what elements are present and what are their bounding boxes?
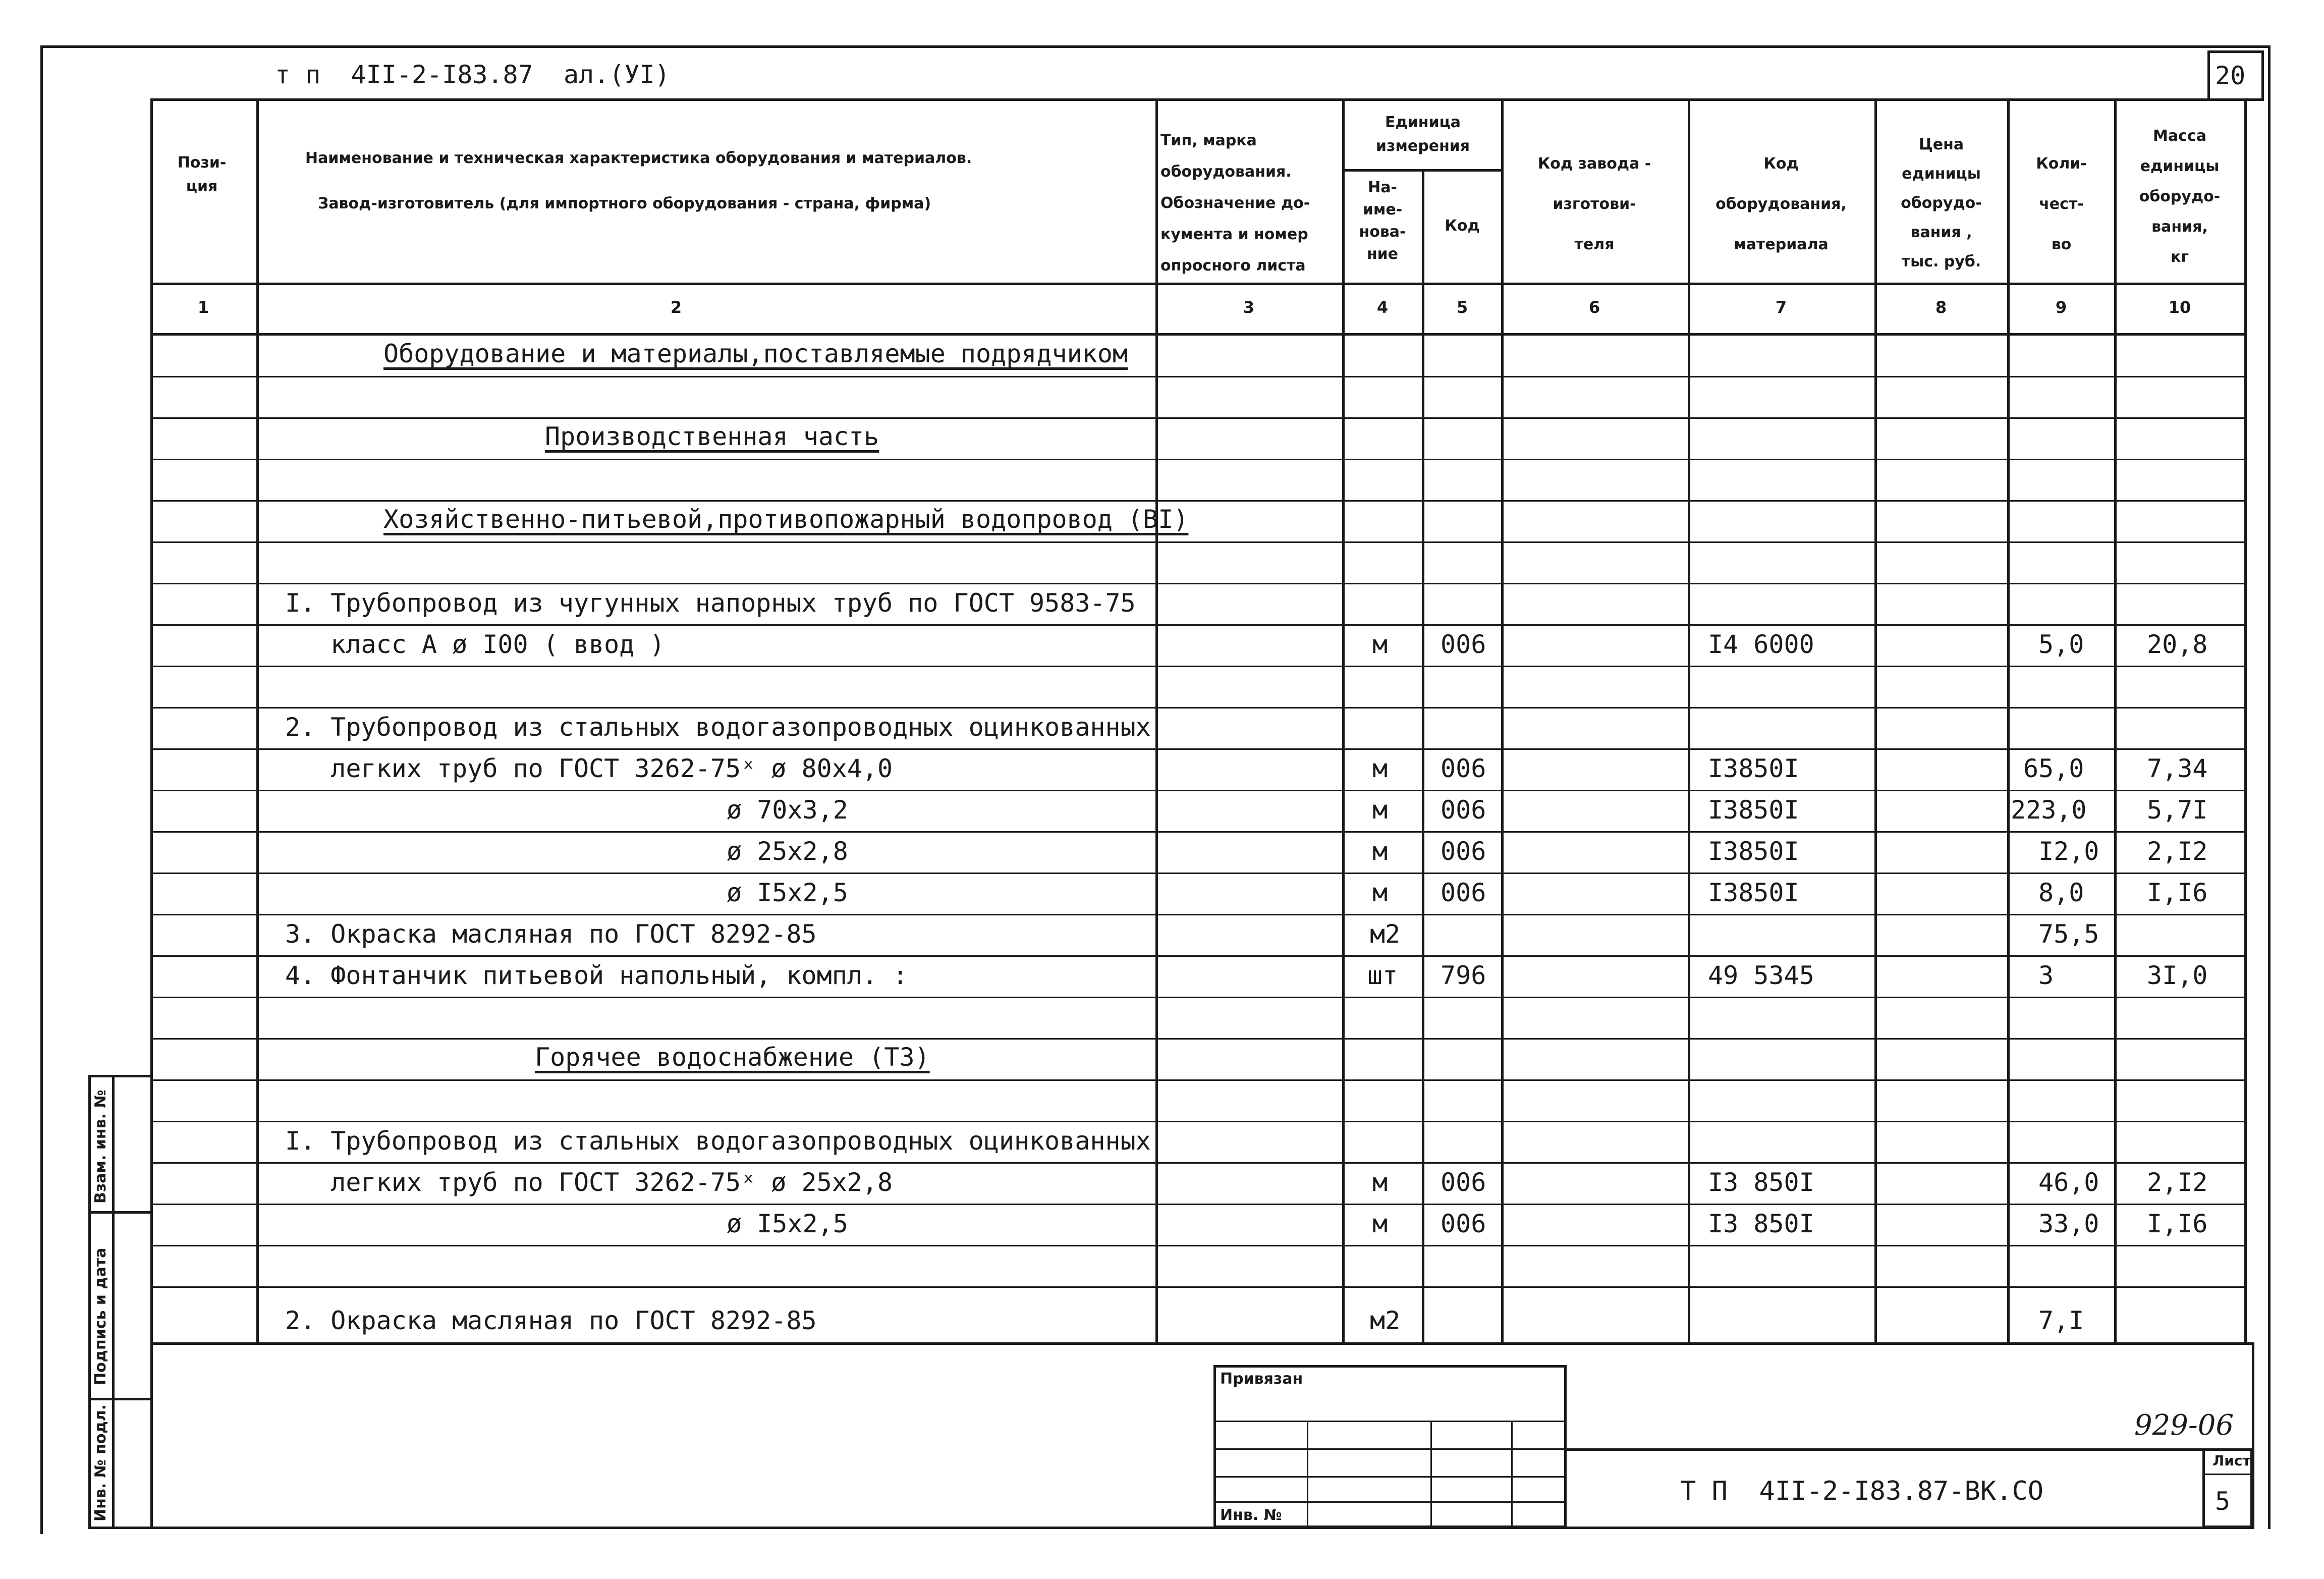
colnum-5: 5 — [1456, 298, 1468, 317]
header-col10: Масса единицы оборудо- вания, кг — [2139, 127, 2221, 266]
stamp-vline-3 — [1511, 1421, 1513, 1527]
header-col2-line2: Завод-изготовитель (для импортного оборудования - страна, фирма) — [318, 195, 931, 212]
row-quantity: I2,0 — [2038, 837, 2099, 866]
header-bottom — [150, 283, 2244, 285]
colnum-7: 7 — [1775, 298, 1787, 317]
row-unit: м — [1372, 795, 1388, 825]
col-sep-2 — [1155, 98, 1158, 1345]
row-quantity: 33,0 — [2038, 1209, 2099, 1238]
row-quantity: 223,0 — [2011, 795, 2087, 825]
row-name: I. Трубопровод из стальных водогазопроводных оцинкованных — [285, 1126, 1151, 1156]
row-quantity: 7,I — [2038, 1306, 2084, 1335]
row-name: 2. Трубопровод из стальных водогазопроводных оцинкованных — [285, 713, 1151, 742]
stamp-inv-label: Инв. № — [1220, 1506, 1282, 1524]
header-col7: Код оборудования, материала — [1716, 155, 1847, 253]
row-code: 006 — [1441, 1168, 1486, 1197]
row-code: 796 — [1441, 961, 1486, 990]
row-quantity: 3 — [2038, 961, 2054, 990]
colnum-1: 1 — [197, 298, 209, 317]
row-unit: м2 — [1370, 1306, 1401, 1335]
row-name: ø 70x3,2 — [727, 795, 848, 825]
col-sep-4 — [1422, 169, 1424, 1345]
col-sep-7 — [1874, 98, 1877, 1345]
header-col5: Код — [1445, 217, 1480, 235]
colnum-9: 9 — [2055, 298, 2067, 317]
colnum-10: 10 — [2168, 298, 2191, 317]
frame-bottom — [150, 1527, 2254, 1529]
row-quantity: 65,0 — [2023, 754, 2084, 783]
header-col4: На- име- нова- ние — [1359, 179, 1406, 263]
row-name: класс А ø I00 ( ввод ) — [285, 630, 665, 659]
row-name: ø 25x2,8 — [727, 837, 848, 866]
unit-sub-line — [1342, 169, 1504, 172]
row-code: 006 — [1441, 837, 1486, 866]
row-name: ø I5x2,5 — [727, 1209, 848, 1238]
row-unit: м — [1372, 754, 1388, 783]
sheet-number: 5 — [2215, 1487, 2231, 1516]
row-code: 006 — [1441, 795, 1486, 825]
section-contractor-supplied: Оборудование и материалы,поставляемые подрядчиком — [383, 339, 1128, 368]
stamp-line-4 — [1213, 1501, 1567, 1503]
stamp-line-3 — [1213, 1476, 1567, 1478]
frame-left-outer — [40, 45, 43, 1534]
row-name: 3. Окраска масляная по ГОСТ 8292-85 — [285, 919, 817, 949]
header-col45-group: Единица измерения — [1375, 114, 1470, 155]
row-material-code: I3 850I — [1708, 1209, 1814, 1238]
row-mass: I,I6 — [2147, 878, 2208, 907]
row-unit: м2 — [1370, 919, 1401, 949]
side-strip-sep1 — [88, 1211, 151, 1214]
handwritten-number: 929-06 — [2134, 1409, 2234, 1442]
section-hot-water-t3: Горячее водоснабжение (Т3) — [535, 1043, 930, 1072]
sheet-box-sep — [2202, 1474, 2253, 1475]
side-label-signature-date: Подпись и дата — [92, 1247, 109, 1385]
side-strip-top — [88, 1075, 151, 1077]
row-material-code: 49 5345 — [1708, 961, 1814, 990]
row-name: легких труб по ГОСТ 3262-75ˣ ø 80x4,0 — [285, 754, 893, 783]
row-mass: 20,8 — [2147, 630, 2208, 659]
table-top — [150, 98, 2244, 101]
stamp-line-2 — [1213, 1448, 1567, 1450]
row-name: I. Трубопровод из чугунных напорных труб по ГОСТ 9583-75 — [285, 588, 1136, 618]
col-sep-1 — [256, 98, 259, 1345]
side-strip-mid — [112, 1075, 115, 1529]
side-strip-left — [88, 1075, 91, 1529]
row-mass: 7,34 — [2147, 754, 2208, 783]
row-mass: 2,I2 — [2147, 837, 2208, 866]
section-water-supply-b1: Хозяйственно-питьевой,противопожарный водопровод (BI) — [383, 505, 1189, 534]
side-label-original-inv: Инв. № подл. — [92, 1404, 109, 1521]
side-strip-sep2 — [88, 1398, 151, 1400]
row-quantity: 5,0 — [2038, 630, 2084, 659]
row-code: 006 — [1441, 1209, 1486, 1238]
row-code: 006 — [1441, 878, 1486, 907]
row-material-code: I3850I — [1708, 754, 1799, 783]
colnum-3: 3 — [1243, 298, 1255, 317]
frame-right — [2268, 45, 2271, 1529]
row-name: 4. Фонтанчик питьевой напольный, компл. : — [285, 961, 908, 990]
row-name: 2. Окраска масляная по ГОСТ 8292-85 — [285, 1306, 817, 1335]
stamp-privyazan-label: Привязан — [1220, 1370, 1303, 1388]
title-block-top — [1567, 1448, 2253, 1451]
header-col1: Пози- ция — [177, 154, 227, 195]
row-unit: м — [1372, 878, 1388, 907]
sheet-label: Лист — [2212, 1452, 2251, 1469]
colnum-4: 4 — [1376, 298, 1389, 317]
row-mass: 3I,0 — [2147, 961, 2208, 990]
row-quantity: 8,0 — [2038, 878, 2084, 907]
stamp-line-1 — [1213, 1421, 1567, 1422]
row-quantity: 75,5 — [2038, 919, 2099, 949]
frame-top — [40, 45, 2271, 48]
doc-code-bottom: Т П 4II-2-I83.87-ВК.СО — [1680, 1476, 2044, 1506]
row-mass: 5,7I — [2147, 795, 2208, 825]
col-sep-9 — [2114, 98, 2117, 1345]
col-sep-3 — [1342, 98, 1345, 1345]
row-material-code: I3 850I — [1708, 1168, 1814, 1197]
stamp-privyazan-box — [1213, 1365, 1567, 1528]
table-bottom — [150, 1342, 2254, 1345]
row-name: ø I5x2,5 — [727, 878, 848, 907]
row-unit: м — [1372, 1168, 1388, 1197]
header-col2-line1: Наименование и техническая характеристика оборудования и материалов. — [305, 149, 972, 167]
header-col3: Тип, марка оборудования. Обозначение до- кумента и номер опросного листа — [1160, 132, 1310, 275]
row-material-code: I3850I — [1708, 837, 1799, 866]
row-unit: м — [1372, 837, 1388, 866]
colnum-2: 2 — [670, 298, 682, 317]
row-code: 006 — [1441, 754, 1486, 783]
side-label-replacement-inv: Взам. инв. № — [92, 1090, 109, 1204]
stamp-vline-2 — [1430, 1421, 1432, 1527]
colnum-6: 6 — [1588, 298, 1600, 317]
colnum-8: 8 — [1935, 298, 1947, 317]
row-code: 006 — [1441, 630, 1486, 659]
col-sep-5 — [1501, 98, 1504, 1345]
section-production: Производственная часть — [545, 422, 879, 451]
header-col9: Коли- чест- во — [2036, 155, 2087, 253]
col-sep-8 — [2007, 98, 2010, 1345]
stamp-vline-1 — [1307, 1421, 1308, 1527]
page-number: 20 — [2215, 61, 2246, 90]
row-unit: м — [1372, 1209, 1388, 1238]
doc-code-header: т п 4II-2-I83.87 ал.(УI) — [275, 60, 670, 89]
row-material-code: I4 6000 — [1708, 630, 1814, 659]
colnum-bottom — [150, 333, 2244, 336]
side-strip-right — [150, 1075, 153, 1529]
side-strip-bottom — [88, 1527, 151, 1529]
row-name: легких труб по ГОСТ 3262-75ˣ ø 25x2,8 — [285, 1168, 893, 1197]
table-right — [2244, 98, 2247, 1345]
row-unit: шт — [1367, 961, 1398, 990]
row-material-code: I3850I — [1708, 878, 1799, 907]
header-col8: Цена единицы оборудо- вания , тыс. руб. — [1901, 136, 1982, 270]
row-material-code: I3850I — [1708, 795, 1799, 825]
row-mass: 2,I2 — [2147, 1168, 2208, 1197]
header-col6: Код завода - изготови- теля — [1537, 155, 1651, 253]
row-quantity: 46,0 — [2038, 1168, 2099, 1197]
row-unit: м — [1372, 630, 1388, 659]
col-sep-6 — [1688, 98, 1690, 1345]
row-mass: I,I6 — [2147, 1209, 2208, 1238]
